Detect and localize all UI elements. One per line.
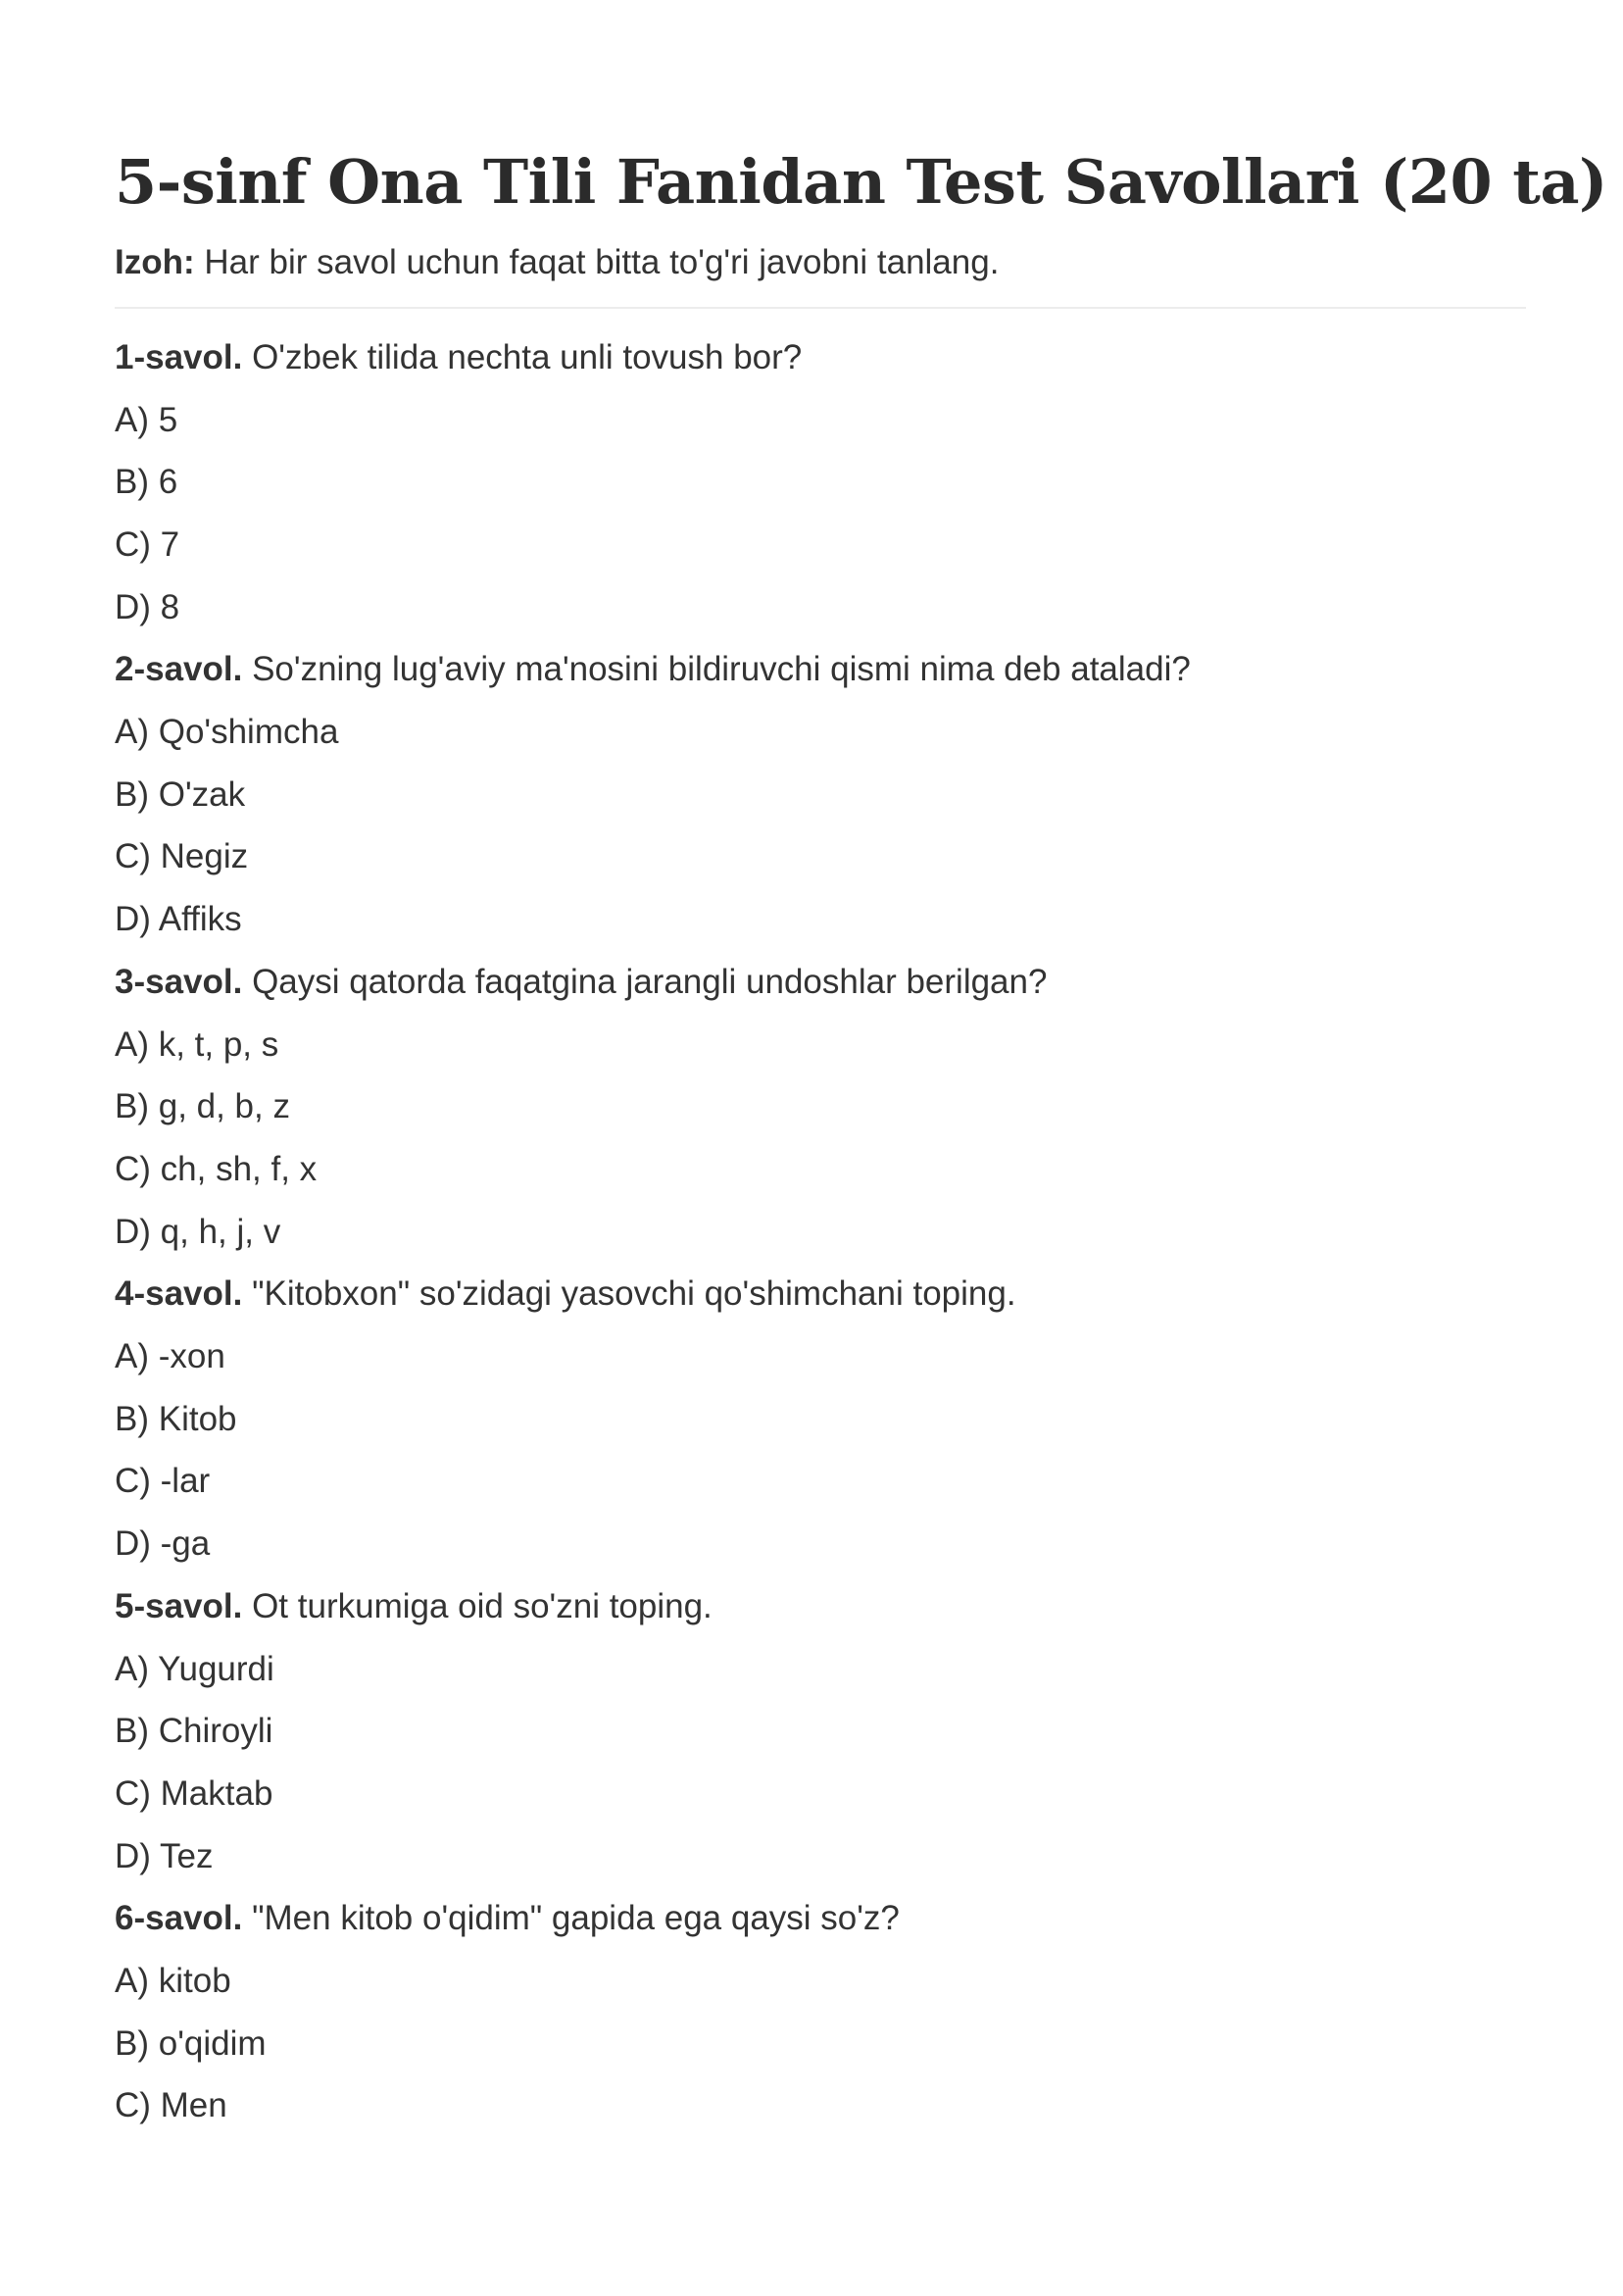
option-c: C) Maktab — [115, 1773, 273, 1813]
question-text: "Kitobxon" so'zidagi yasovchi qo'shimchani toping. — [242, 1274, 1016, 1314]
divider — [115, 307, 1526, 309]
option-d: D) q, h, j, v — [115, 1212, 281, 1251]
option-d: D) 8 — [115, 587, 180, 626]
note-label: Izoh: — [115, 243, 195, 282]
instruction-note — [115, 240, 1526, 285]
document-page — [115, 146, 1607, 2137]
option-a: A) Qo'shimcha — [115, 713, 339, 752]
question-6 — [115, 1887, 1526, 1950]
option-c: C) Men — [115, 2086, 227, 2125]
option-a: A) Yugurdi — [115, 1649, 274, 1688]
question-5 — [115, 1575, 1526, 1638]
note-text: Har bir savol uchun faqat bitta to'g'ri javobni tanlang. — [194, 243, 1000, 282]
question-text: So'zning lug'aviy ma'nosini bildiruvchi qismi nima deb ataladi? — [242, 650, 1191, 689]
option-c: C) Negiz — [115, 837, 249, 876]
option-c: C) 7 — [115, 524, 180, 564]
option-b: B) o'qidim — [115, 2023, 267, 2063]
option-b: B) O'zak — [115, 774, 246, 814]
question-text: Ot turkumiga oid so'zni toping. — [242, 1586, 713, 1625]
option-a: A) kitob — [115, 1962, 231, 2001]
question-list — [115, 326, 1526, 2137]
option-c: C) ch, sh, f, x — [115, 1149, 318, 1188]
question-number: 4-savol. — [115, 1274, 243, 1314]
option-d: D) -ga — [115, 1524, 211, 1564]
question-text: O'zbek tilida nechta unli tovush bor? — [242, 337, 803, 376]
question-number: 6-savol. — [115, 1899, 243, 1938]
question-number: 5-savol. — [115, 1586, 243, 1625]
option-d: D) Affiks — [115, 900, 242, 939]
question-text: "Men kitob o'qidim" gapida ega qaysi so'z? — [242, 1899, 900, 1938]
option-d: D) Tez — [115, 1836, 214, 1875]
question-4 — [115, 1263, 1526, 1325]
question-3 — [115, 951, 1526, 1014]
option-b: B) Chiroyli — [115, 1712, 273, 1751]
option-b: B) Kitob — [115, 1399, 237, 1438]
question-number: 3-savol. — [115, 962, 243, 1001]
question-number: 1-savol. — [115, 337, 243, 376]
option-a: A) -xon — [115, 1337, 225, 1376]
option-a: A) 5 — [115, 400, 178, 439]
page-title: 5-sinf Ona Tili Fanidan Test Savollari (20 ta) — [115, 146, 1607, 218]
question-2 — [115, 638, 1526, 701]
option-a: A) k, t, p, s — [115, 1024, 279, 1064]
question-1 — [115, 326, 1526, 389]
option-c: C) -lar — [115, 1462, 211, 1501]
question-number: 2-savol. — [115, 650, 243, 689]
question-text: Qaysi qatorda faqatgina jarangli undoshlar berilgan? — [242, 962, 1048, 1001]
option-b: B) 6 — [115, 463, 178, 502]
option-b: B) g, d, b, z — [115, 1087, 290, 1126]
